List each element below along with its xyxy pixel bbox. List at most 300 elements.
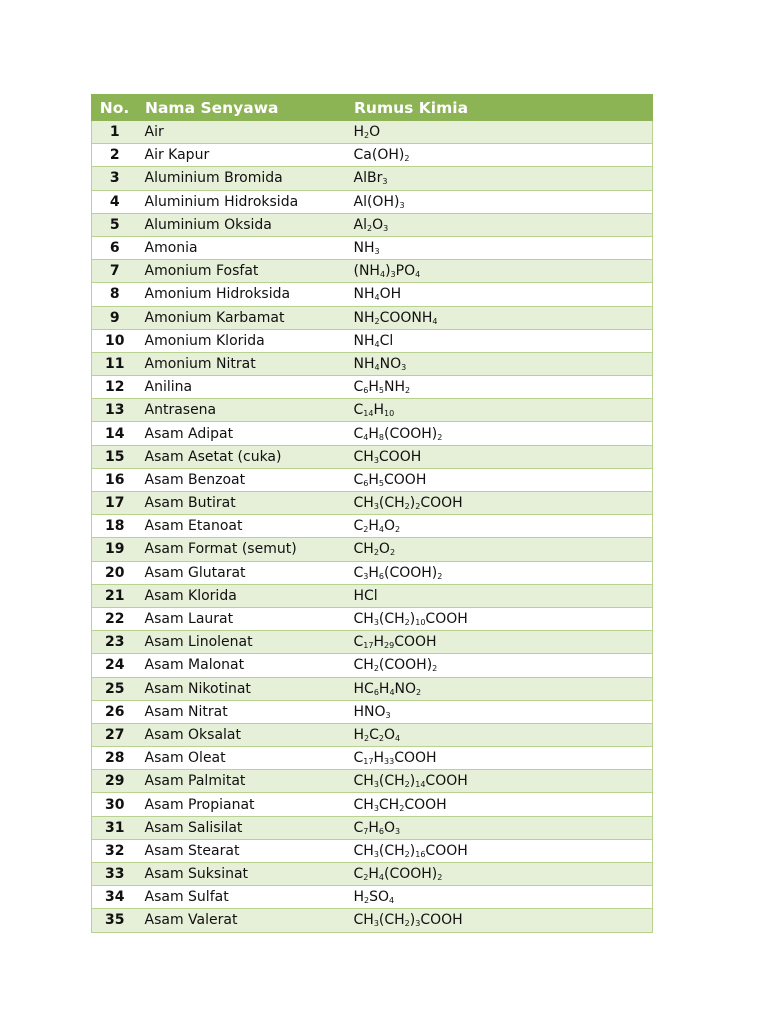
formula-text: H [373, 750, 384, 767]
formula-subscript: 2 [404, 502, 410, 512]
formula-text: NH [353, 332, 375, 349]
formula-subscript: 4 [363, 432, 369, 442]
compound-name: Air [138, 121, 347, 144]
chemical-formula [347, 584, 653, 607]
formula-subscript: 6 [363, 386, 369, 396]
formula-subscript: 3 [363, 571, 369, 581]
chemical-formula [347, 492, 653, 515]
formula-text: NO [379, 355, 402, 372]
table-row [92, 399, 653, 422]
formula-text: ) [409, 842, 416, 859]
formula-subscript: 3 [373, 849, 379, 859]
compound-name: Asam Etanoat [138, 515, 347, 538]
formula-text: AlBr [353, 170, 383, 187]
formula-text: (COOH) [384, 866, 438, 883]
chemical-formula [347, 863, 653, 886]
row-number: 6 [92, 236, 138, 259]
formula-text: C [353, 402, 364, 419]
formula-text: SO [369, 889, 390, 906]
formula-text: NO [394, 680, 417, 697]
formula-subscript: 4 [379, 270, 386, 280]
formula-subscript: 3 [401, 362, 407, 372]
chemical-formula [347, 422, 653, 445]
formula-subscript: 33 [384, 757, 395, 767]
formula-subscript: 2 [399, 803, 405, 813]
formula-text: Al [353, 216, 367, 233]
compound-table [91, 94, 653, 933]
formula-subscript: 2 [404, 154, 410, 164]
formula-text: CH [353, 773, 374, 790]
chemical-formula [347, 607, 653, 630]
formula-subscript: 4 [395, 733, 401, 743]
table-row [92, 445, 653, 468]
formula-text: (CH [378, 773, 405, 790]
compound-name: Anilina [138, 376, 347, 399]
formula-text: COOH [384, 471, 427, 488]
chemical-formula [347, 468, 653, 491]
table-row [92, 839, 653, 862]
row-number: 8 [92, 283, 138, 306]
chemical-formula [347, 561, 653, 584]
formula-subscript: 5 [378, 386, 384, 396]
chemical-formula [347, 515, 653, 538]
formula-text: C [353, 750, 364, 767]
row-number: 24 [92, 654, 138, 677]
table-row [92, 492, 653, 515]
formula-subscript: 3 [373, 803, 379, 813]
formula-text: H [368, 379, 379, 396]
chemical-formula [347, 909, 653, 932]
chemical-formula [347, 144, 653, 167]
formula-text: Cl [379, 332, 394, 349]
table-row [92, 121, 653, 144]
formula-text: CH [378, 796, 400, 813]
formula-text: (CH [378, 842, 405, 859]
formula-text: HNO [353, 703, 386, 720]
formula-text: NH [353, 286, 375, 303]
formula-text: O [384, 819, 396, 836]
row-number: 34 [92, 886, 138, 909]
compound-name: Asam Glutarat [138, 561, 347, 584]
formula-subscript: 8 [378, 432, 384, 442]
compound-name: Asam Valerat [138, 909, 347, 932]
row-number: 16 [92, 468, 138, 491]
formula-text: H [368, 471, 379, 488]
compound-name: Aluminium Hidroksida [138, 190, 347, 213]
table-row [92, 306, 653, 329]
compound-name: Asam Oksalat [138, 723, 347, 746]
row-number: 29 [92, 770, 138, 793]
table-row [92, 260, 653, 283]
formula-text: C [353, 518, 364, 535]
compound-name: Amonia [138, 236, 347, 259]
formula-subscript: 4 [389, 687, 395, 697]
formula-subscript: 2 [389, 548, 396, 558]
formula-subscript: 2 [405, 386, 411, 396]
row-number: 2 [92, 144, 138, 167]
formula-subscript: 2 [363, 525, 369, 535]
row-number: 4 [92, 190, 138, 213]
formula-text: O [384, 518, 396, 535]
row-number: 13 [92, 399, 138, 422]
formula-subscript: 17 [363, 757, 374, 767]
formula-text: CH [353, 842, 374, 859]
table-row [92, 236, 653, 259]
row-number: 17 [92, 492, 138, 515]
formula-text: H [353, 889, 365, 906]
formula-subscript: 3 [374, 247, 380, 257]
row-number: 19 [92, 538, 138, 561]
table-row [92, 863, 653, 886]
compound-name: Asam Benzoat [138, 468, 347, 491]
formula-text: COOH [378, 448, 422, 465]
compound-name: Asam Adipat [138, 422, 347, 445]
formula-subscript: 2 [374, 316, 380, 326]
chemical-formula [347, 283, 653, 306]
compound-name: Asam Butirat [138, 492, 347, 515]
chemical-formula [347, 445, 653, 468]
table-row [92, 631, 653, 654]
compound-name: Asam Suksinat [138, 863, 347, 886]
table-row [92, 561, 653, 584]
compound-name: Asam Linolenat [138, 631, 347, 654]
table-row [92, 747, 653, 770]
chemical-formula [347, 816, 653, 839]
row-number: 15 [92, 445, 138, 468]
formula-subscript: 2 [363, 873, 369, 883]
table-row [92, 723, 653, 746]
formula-text: H [368, 819, 379, 836]
table-header [92, 95, 653, 121]
formula-subscript: 4 [415, 270, 421, 280]
formula-text: CH [353, 657, 374, 674]
row-number: 9 [92, 306, 138, 329]
formula-text: (COOH) [378, 657, 433, 674]
header-row [92, 95, 653, 121]
table-row [92, 329, 653, 352]
header-no: No. [92, 95, 138, 121]
formula-text: COOH [425, 842, 468, 859]
compound-name: Asam Malonat [138, 654, 347, 677]
formula-subscript: 4 [378, 525, 384, 535]
formula-text: ) [409, 495, 416, 512]
formula-text: H [368, 518, 379, 535]
formula-subscript: 2 [364, 733, 370, 743]
chemical-formula [347, 260, 653, 283]
chemical-formula [347, 700, 653, 723]
formula-subscript: 3 [373, 919, 379, 929]
compound-name: Asam Salisilat [138, 816, 347, 839]
formula-text: COONH [379, 309, 433, 326]
chemical-formula [347, 167, 653, 190]
formula-subscript: 6 [378, 826, 384, 836]
formula-text: C [353, 634, 364, 651]
compound-name: Asam Propianat [138, 793, 347, 816]
formula-text: C [353, 866, 364, 883]
row-number: 33 [92, 863, 138, 886]
compound-name: Amonium Nitrat [138, 352, 347, 375]
formula-text: (CH [378, 912, 405, 929]
formula-text: (NH [353, 263, 380, 280]
formula-subscript: 7 [363, 826, 369, 836]
compound-name: Amonium Hidroksida [138, 283, 347, 306]
table-row [92, 700, 653, 723]
formula-subscript: 6 [373, 687, 379, 697]
formula-text: H [368, 425, 379, 442]
formula-subscript: 4 [432, 316, 438, 326]
table-row [92, 515, 653, 538]
chemical-formula [347, 190, 653, 213]
row-number: 18 [92, 515, 138, 538]
formula-text: H [353, 124, 365, 141]
table-row [92, 283, 653, 306]
table-row [92, 213, 653, 236]
formula-text: COOH [394, 634, 437, 651]
formula-subscript: 2 [432, 664, 438, 674]
formula-text: NH [353, 355, 375, 372]
formula-subscript: 14 [363, 409, 374, 419]
chemical-formula [347, 329, 653, 352]
row-number: 22 [92, 607, 138, 630]
table-row [92, 793, 653, 816]
formula-subscript: 4 [374, 339, 380, 349]
table-row [92, 607, 653, 630]
formula-text: (COOH) [384, 425, 438, 442]
formula-subscript: 3 [399, 200, 405, 210]
table-row [92, 190, 653, 213]
formula-text: CH [353, 541, 374, 558]
compound-name: Aluminium Bromida [138, 167, 347, 190]
table-row [92, 538, 653, 561]
chemical-formula [347, 793, 653, 816]
formula-subscript: 3 [373, 618, 379, 628]
table-row [92, 909, 653, 932]
chemical-formula [347, 839, 653, 862]
formula-text: Al(OH) [353, 193, 400, 210]
compound-name: Asam Sulfat [138, 886, 347, 909]
formula-subscript: 2 [404, 780, 410, 790]
formula-subscript: 4 [374, 362, 380, 372]
formula-text: (CH [378, 611, 405, 628]
formula-subscript: 4 [378, 873, 384, 883]
chemical-formula [347, 723, 653, 746]
table-row [92, 422, 653, 445]
formula-subscript: 2 [437, 873, 443, 883]
formula-text: Ca(OH) [353, 147, 405, 164]
formula-subscript: 5 [378, 478, 384, 488]
formula-text: ) [409, 773, 416, 790]
row-number: 32 [92, 839, 138, 862]
formula-text: C [353, 471, 364, 488]
table-row [92, 584, 653, 607]
row-number: 11 [92, 352, 138, 375]
table-row [92, 770, 653, 793]
formula-subscript: 10 [384, 409, 395, 419]
formula-text: COOH [425, 773, 468, 790]
formula-subscript: 2 [373, 664, 379, 674]
formula-text: CH [353, 912, 374, 929]
formula-subscript: 2 [364, 131, 370, 141]
formula-text: ) [409, 611, 416, 628]
header-compound-name: Nama Senyawa [138, 95, 347, 121]
compound-name: Asam Klorida [138, 584, 347, 607]
formula-text: C [353, 564, 364, 581]
formula-text: COOH [420, 495, 463, 512]
formula-subscript: 2 [437, 432, 443, 442]
formula-text: H [373, 402, 384, 419]
formula-text: H [378, 680, 390, 697]
chemical-formula [347, 352, 653, 375]
formula-text: HCl [353, 587, 378, 604]
chemical-formula [347, 376, 653, 399]
formula-text: H [368, 866, 379, 883]
formula-subscript: 3 [415, 919, 421, 929]
compound-name: Asam Nitrat [138, 700, 347, 723]
chemical-formula [347, 677, 653, 700]
row-number: 14 [92, 422, 138, 445]
chemical-formula [347, 306, 653, 329]
chemical-formula [347, 399, 653, 422]
chemical-formula [347, 121, 653, 144]
formula-text: NH [353, 309, 375, 326]
row-number: 23 [92, 631, 138, 654]
table-row [92, 654, 653, 677]
compound-name: Asam Palmitat [138, 770, 347, 793]
formula-subscript: 29 [384, 641, 395, 651]
row-number: 7 [92, 260, 138, 283]
formula-text: NH [384, 379, 405, 396]
formula-subscript: 3 [373, 455, 379, 465]
formula-text: H [373, 634, 384, 651]
chemical-formula [347, 886, 653, 909]
formula-text: CH [353, 796, 374, 813]
formula-subscript: 3 [383, 223, 389, 233]
chemical-formula [347, 213, 653, 236]
formula-subscript: 2 [395, 525, 401, 535]
formula-subscript: 6 [378, 571, 384, 581]
formula-text: O [369, 124, 381, 141]
chemical-formula [347, 538, 653, 561]
formula-subscript: 3 [390, 270, 396, 280]
row-number: 12 [92, 376, 138, 399]
compound-name: Amonium Karbamat [138, 306, 347, 329]
header-chemical-formula: Rumus Kimia [347, 95, 653, 121]
row-number: 28 [92, 747, 138, 770]
formula-subscript: 3 [385, 710, 391, 720]
formula-subscript: 2 [404, 618, 410, 628]
row-number: 31 [92, 816, 138, 839]
row-number: 30 [92, 793, 138, 816]
compound-name: Asam Format (semut) [138, 538, 347, 561]
formula-text: H [368, 564, 379, 581]
row-number: 21 [92, 584, 138, 607]
compound-name: Asam Laurat [138, 607, 347, 630]
compound-name: Antrasena [138, 399, 347, 422]
formula-text: ) [385, 263, 391, 280]
formula-text: O [372, 216, 384, 233]
chemical-formula [347, 770, 653, 793]
formula-subscript: 2 [373, 548, 379, 558]
formula-subscript: 16 [415, 849, 426, 859]
formula-subscript: 2 [415, 502, 421, 512]
table-row [92, 468, 653, 491]
formula-text: C [369, 726, 379, 743]
formula-subscript: 3 [373, 780, 379, 790]
chemical-formula [347, 236, 653, 259]
row-number: 3 [92, 167, 138, 190]
table-row [92, 816, 653, 839]
formula-subscript: 3 [382, 177, 388, 187]
formula-subscript: 10 [415, 618, 426, 628]
formula-text: CH [353, 495, 374, 512]
formula-text: O [384, 726, 396, 743]
row-number: 5 [92, 213, 138, 236]
compound-name: Asam Nikotinat [138, 677, 347, 700]
compound-name: Air Kapur [138, 144, 347, 167]
chemical-formula [347, 631, 653, 654]
row-number: 20 [92, 561, 138, 584]
compound-name: Amonium Klorida [138, 329, 347, 352]
compound-name: Aluminium Oksida [138, 213, 347, 236]
table-row [92, 886, 653, 909]
row-number: 10 [92, 329, 138, 352]
formula-subscript: 3 [395, 826, 401, 836]
table-row [92, 352, 653, 375]
formula-subscript: 6 [363, 478, 369, 488]
compound-name: Amonium Fosfat [138, 260, 347, 283]
compound-name: Asam Stearat [138, 839, 347, 862]
formula-text: OH [379, 286, 402, 303]
formula-subscript: 2 [404, 849, 410, 859]
chemical-formula [347, 747, 653, 770]
chemical-formula [347, 654, 653, 677]
row-number: 25 [92, 677, 138, 700]
table-row [92, 167, 653, 190]
formula-text: C [353, 819, 364, 836]
formula-text: O [378, 541, 390, 558]
formula-subscript: 2 [404, 919, 410, 929]
table-row [92, 677, 653, 700]
formula-text: HC [353, 680, 374, 697]
formula-text: COOH [420, 912, 463, 929]
formula-text: COOH [394, 750, 437, 767]
table-row [92, 144, 653, 167]
row-number: 35 [92, 909, 138, 932]
row-number: 1 [92, 121, 138, 144]
formula-text: (CH [378, 495, 405, 512]
formula-text: C [353, 425, 364, 442]
formula-subscript: 2 [364, 896, 370, 906]
row-number: 26 [92, 700, 138, 723]
compound-name: Asam Asetat (cuka) [138, 445, 347, 468]
table-row [92, 376, 653, 399]
formula-subscript: 2 [366, 223, 373, 233]
formula-subscript: 2 [378, 733, 384, 743]
formula-text: H [353, 726, 365, 743]
formula-text: C [353, 379, 364, 396]
formula-subscript: 2 [416, 687, 422, 697]
formula-text: NH [353, 240, 375, 257]
formula-text: COOH [404, 796, 447, 813]
compound-name: Asam Oleat [138, 747, 347, 770]
formula-text: CH [353, 448, 374, 465]
formula-subscript: 17 [363, 641, 374, 651]
formula-subscript: 3 [373, 502, 379, 512]
table-body [92, 121, 653, 933]
formula-subscript: 14 [415, 780, 426, 790]
formula-subscript: 4 [374, 293, 380, 303]
row-number: 27 [92, 723, 138, 746]
